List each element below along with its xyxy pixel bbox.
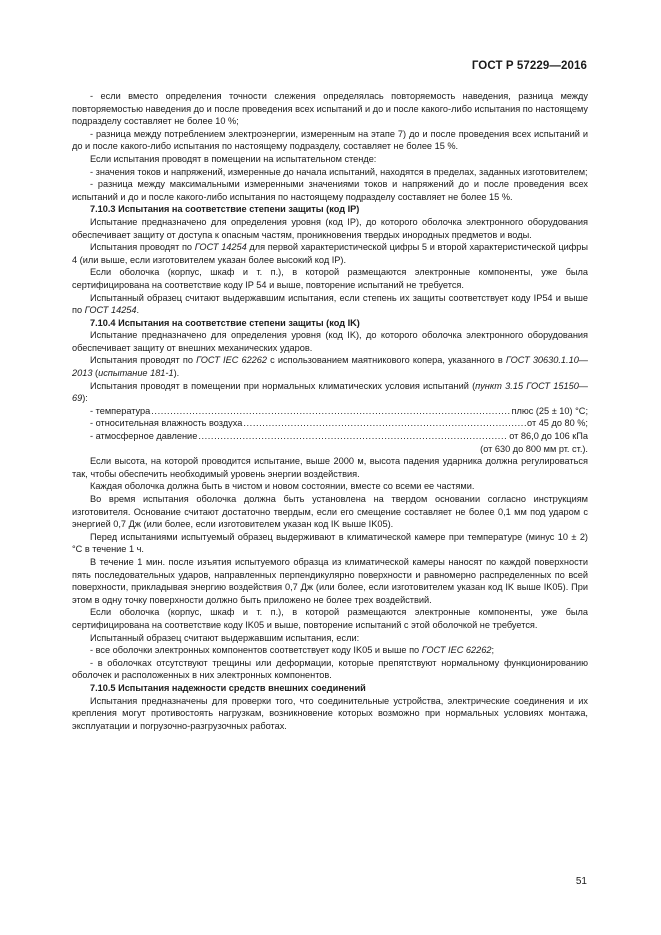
paragraph: - все оболочки электронных компонентов соответствует коду IK05 и выше по ГОСТ IEC 62262;	[90, 645, 495, 656]
paragraph: Испытание предназначено для определения уровня (код IK), до которого оболочка электронного оборудования обеспечивает защиту от внешних механических ударов.	[72, 330, 588, 353]
test-reference: испытание 181-1	[98, 368, 174, 379]
spec-value: от 86,0 до 106 кПа	[509, 431, 588, 442]
paragraph: Если высота, на которой проводится испытание, выше 2000 м, высота падения ударника должна регулироваться так, чтобы обеспечить необходимый уровень энергии воздействия.	[72, 456, 588, 479]
section-heading-7-10-3: 7.10.3 Испытания на соответствие степени защиты (код IP)	[90, 204, 360, 215]
paragraph: Испытания проводят по ГОСТ 14254 для первой характеристической цифры 5 и второй характеристической цифры 4 (или выше, если изготовителем указан более высокий код IP).	[72, 242, 588, 265]
standard-reference: ГОСТ 14254	[194, 242, 247, 253]
document-header: ГОСТ Р 57229—2016	[471, 60, 587, 72]
spec-label: - относительная влажность воздуха	[90, 418, 243, 429]
standard-reference: пункт 3.15 ГОСТ 15150—69	[72, 380, 588, 404]
paragraph: Перед испытаниями испытуемый образец выдерживают в климатической камере при температуре (минус 10 ± 2) °С в течение 1 ч.	[72, 531, 588, 555]
spec-row-pressure	[72, 430, 588, 443]
paragraph: - в оболочках отсутствуют трещины или деформации, которые препятствуют нормальному функционированию оболочек и расположенных в них электронных компонентов.	[72, 657, 588, 681]
page-number: 51	[575, 876, 587, 887]
spec-row-humidity	[72, 417, 588, 430]
paragraph: Если оболочка (корпус, шкаф и т. п.), в которой размещаются электронные компоненты, уже была сертифицирована на соответствие коду IP 54 и выше, повторение испытаний не требуется.	[72, 267, 588, 290]
paragraph: - разница между максимальными измеренными значениями токов и напряжений до и после проведения всех испытаний и до и после какого-либо испытания по настоящему подразделу составляет не более 15 %.	[72, 179, 588, 202]
spec-label: - температура	[90, 405, 151, 416]
paragraph: В течение 1 мин. после изъятия испытуемого образца из климатической камеры наносят по каждой поверхности пять последовательных ударов, направленных перпендикулярно поверхности и равномерно распределенных по всей поверхности, прикладывая энергию воздействия 0,7 Дж (или более, если изготовителем указан код IK выше IK05). При этом в одну точку поверхности должно быть приложено не более трех воздействий.	[72, 556, 588, 605]
spec-value-secondary: (от 630 до 800 мм рт. ст.).	[480, 443, 588, 454]
paragraph: - разница между потреблением электроэнергии, измеренным на этапе 7) до и после проведения всех испытаний и до и после какого-либо испытания по настоящему подразделу, составляет не более 15 %.	[72, 128, 588, 152]
standard-reference: ГОСТ 30630.1.10—2013	[72, 355, 588, 379]
paragraph: Испытания предназначены для проверки того, что соединительные устройства, электрические соединения и их крепления могут противостоять нагрузкам, возникновение которых возможно при нормальных условиях монтажа, эксплуатации и погрузочно-разгрузочных работах.	[72, 695, 588, 731]
spec-row-temperature	[72, 405, 588, 418]
paragraph: Испытания проводят в помещении при нормальных климатических условия испытаний (пункт 3.15 ГОСТ 15150—69):	[72, 380, 588, 404]
paragraph: Испытанный образец считают выдержавшим испытания, если степень их защиты соответствует коду IP54 и выше по ГОСТ 14254.	[72, 292, 588, 316]
paragraph: Испытания проводят по ГОСТ IEC 62262 с использованием маятникового копера, указанного в ГОСТ 30630.1.10—2013 (испытание 181-1).	[72, 355, 588, 379]
dot-leader	[151, 405, 510, 418]
paragraph: Каждая оболочка должна быть в чистом и новом состоянии, вместе со всеми ее частями.	[90, 481, 475, 492]
standard-reference: ГОСТ IEC 62262	[421, 645, 492, 656]
dot-leader	[198, 430, 508, 443]
dot-leader	[243, 417, 526, 430]
spec-label: - атмосферное давление	[90, 431, 198, 442]
standard-reference: ГОСТ 14254	[84, 305, 137, 316]
spec-value: от 45 до 80 %;	[527, 418, 588, 429]
paragraph: - значения токов и напряжений, измеренные до начала испытаний, находятся в пределах, заданных изготовителем;	[90, 166, 588, 177]
document-body	[72, 90, 588, 732]
paragraph: Испытание предназначено для определения уровня (код IP), до которого оболочка электронного оборудования обеспечивает защиту от доступа к опасным частям, проникновения твердых инородных предметов и воды.	[72, 216, 588, 240]
paragraph: - если вместо определения точности слежения определялась повторяемость наведения, разница между повторяемостью наведения до и после проведения всех испытаний и до и после какого-либо испытания по настоящему подразделу составляет не более 10 %;	[72, 91, 588, 127]
spec-value: плюс (25 ± 10) °С;	[511, 405, 588, 416]
paragraph: Испытанный образец считают выдержавшим испытания, если:	[90, 632, 360, 643]
paragraph: Если оболочка (корпус, шкаф и т. п.), в которой размещаются электронные компоненты, уже была сертифицирована на соответствие коду IK05 и выше, повторение испытаний с этой оболочкой не требуется.	[72, 607, 588, 630]
section-heading-7-10-4: 7.10.4 Испытания на соответствие степени защиты (код IK)	[90, 317, 360, 328]
section-heading-7-10-5: 7.10.5 Испытания надежности средств внешних соединений	[90, 682, 366, 693]
paragraph: Во время испытания оболочка должна быть установлена на твердом основании согласно инструкциям изготовителя. Основание считают достаточно твердым, если его смещение составляет не более 0,1 мм под ударом с энергией 0,7 Дж (или более, если изготовителем указан код IK выше IK05).	[72, 494, 588, 530]
standard-reference: ГОСТ IEC 62262	[196, 355, 268, 366]
paragraph: Если испытания проводят в помещении на испытательном стенде:	[90, 153, 377, 164]
